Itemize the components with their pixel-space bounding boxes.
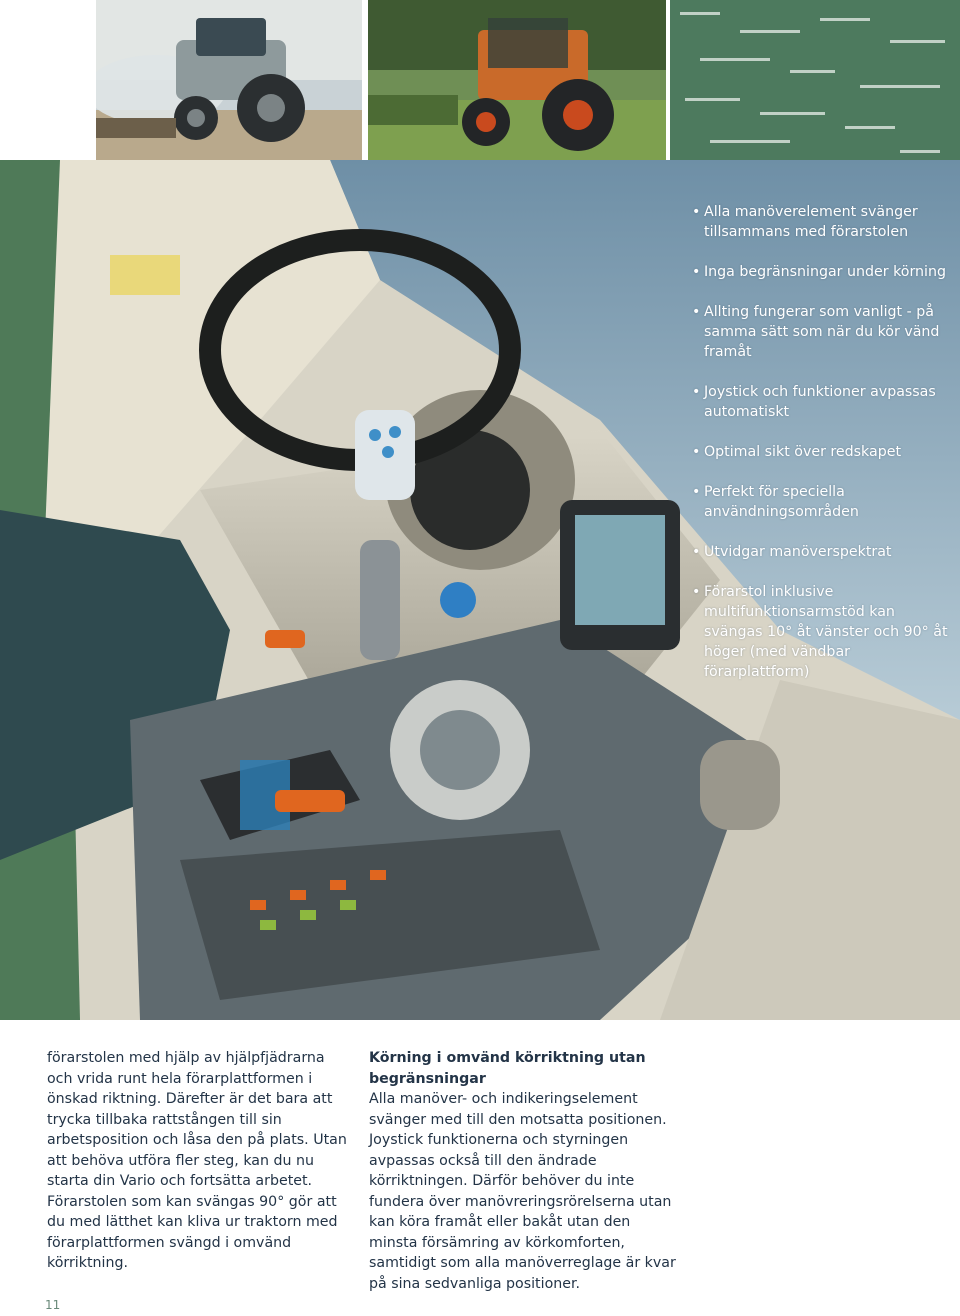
bullet-item: • Optimal sikt över redskapet bbox=[688, 442, 950, 462]
forestry-tractor-illustration bbox=[368, 0, 666, 160]
section-heading: Körning i omvänd körriktning utan begränsningar bbox=[369, 1050, 646, 1087]
bullet-item: • Förarstol inklusive multifunktionsarmstöd kan svängas 10° åt vänster och 90° åt höger (med vändbar förarplattform) bbox=[688, 582, 950, 682]
tractor-field-photo bbox=[96, 0, 362, 160]
forestry-tractor-photo bbox=[368, 0, 666, 160]
green-texture-illustration bbox=[670, 0, 960, 160]
bullet-item: • Joystick och funktioner avpassas automatiskt bbox=[688, 382, 950, 422]
bullet-item: • Inga begränsningar under körning bbox=[688, 262, 950, 282]
bullet-item: • Utvidgar manöverspektrat bbox=[688, 542, 950, 562]
right-text-column bbox=[369, 1048, 679, 1294]
bullet-item: • Allting fungerar som vanligt - på samma sätt som när du kör vänd framåt bbox=[688, 302, 950, 362]
bullet-item: • Alla manöverelement svänger tillsammans med förarstolen bbox=[688, 202, 950, 242]
bullet-item: • Perfekt för speciella användningsområden bbox=[688, 482, 950, 522]
page-number: 11 bbox=[45, 1298, 61, 1312]
tractor-field-illustration bbox=[96, 0, 362, 160]
feature-bullet-list bbox=[688, 202, 950, 702]
green-texture-photo bbox=[670, 0, 960, 160]
left-text-column bbox=[47, 1048, 347, 1274]
left-body-text: förarstolen med hjälp av hjälpfjädrarna och vrida runt hela förarplattformen i önskad riktning. Därefter är det bara att trycka tillbaka rattstången till sin arbetsposition och låsa den på plats. Utan att behöva utföra fler steg, kan du nu starta din Vario och fortsätta arbetet. Förarstolen som kan svängas 90° gör att du med lätthet kan kliva ur traktorn med förarplattformen svängd i omvänd körriktning. bbox=[47, 1050, 347, 1271]
right-body-text: Alla manöver- och indikeringselement svänger med till den motsatta positionen. Joystick funktionerna och styrningen avpassas också till den ändrade körriktningen. Därför behöver du inte fundera över manövreringsrörelserna utan kan köra framåt eller bakåt utan den minsta försämring av körkomforten, samtidigt som alla manöverreglage är kvar på sina sedvanliga positioner. bbox=[369, 1091, 676, 1292]
